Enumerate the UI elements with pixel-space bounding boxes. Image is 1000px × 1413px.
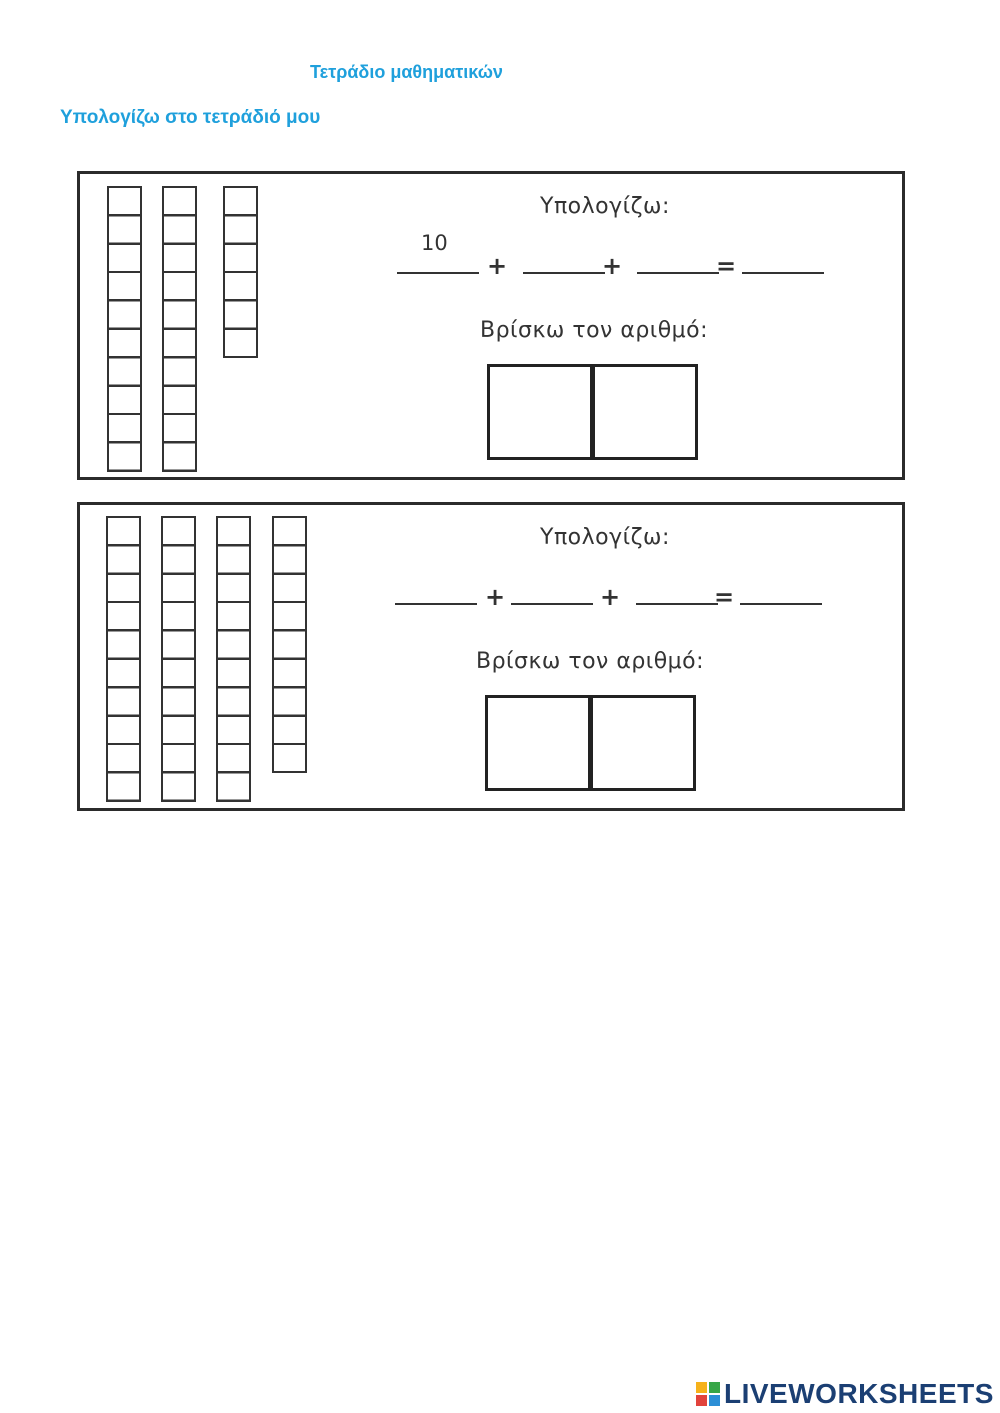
find-number-label: Βρίσκω τον αριθμό:	[480, 318, 709, 343]
plus-sign: +	[486, 252, 508, 280]
calc-label: Υπολογίζω:	[540, 194, 670, 219]
plus-sign: +	[601, 252, 623, 280]
answer-blank-2[interactable]	[523, 272, 605, 274]
nine-rod	[272, 516, 307, 773]
ten-rod	[162, 186, 197, 472]
answer-blank-result[interactable]	[742, 272, 824, 274]
find-number-label: Βρίσκω τον αριθμό:	[476, 649, 705, 674]
exercise-panel-1	[77, 171, 905, 480]
logo-tile	[709, 1382, 720, 1393]
plus-sign: +	[484, 583, 506, 611]
answer-blank-1[interactable]	[395, 603, 477, 605]
ten-rod	[216, 516, 251, 802]
tens-answer-box[interactable]	[485, 695, 591, 791]
equals-sign: =	[713, 583, 735, 611]
logo-tile	[709, 1395, 720, 1406]
ten-rod	[107, 186, 142, 472]
answer-blank-2[interactable]	[511, 603, 593, 605]
logo-tile	[696, 1382, 707, 1393]
answer-blank-3[interactable]	[637, 272, 719, 274]
calc-label: Υπολογίζω:	[540, 525, 670, 550]
tens-answer-box[interactable]	[487, 364, 593, 460]
unit-rod	[223, 186, 258, 358]
exercise-panel-2	[77, 502, 905, 811]
answer-blank-result[interactable]	[740, 603, 822, 605]
units-answer-box[interactable]	[590, 695, 696, 791]
liveworksheets-logo[interactable]	[696, 1376, 994, 1412]
equals-sign: =	[715, 252, 737, 280]
brand-logo-icon	[696, 1382, 720, 1406]
given-value: 10	[421, 231, 448, 255]
answer-blank-1[interactable]	[397, 272, 479, 274]
answer-blank-3[interactable]	[636, 603, 718, 605]
plus-sign: +	[599, 583, 621, 611]
ten-rod	[106, 516, 141, 802]
page-title: Τετράδιο μαθηματικών	[310, 62, 503, 82]
brand-name: LIVEWORKSHEETS	[724, 1378, 994, 1409]
logo-tile	[696, 1395, 707, 1406]
units-answer-box[interactable]	[592, 364, 698, 460]
page-subtitle: Υπολογίζω στο τετράδιό μου	[60, 107, 321, 128]
ten-rod	[161, 516, 196, 802]
